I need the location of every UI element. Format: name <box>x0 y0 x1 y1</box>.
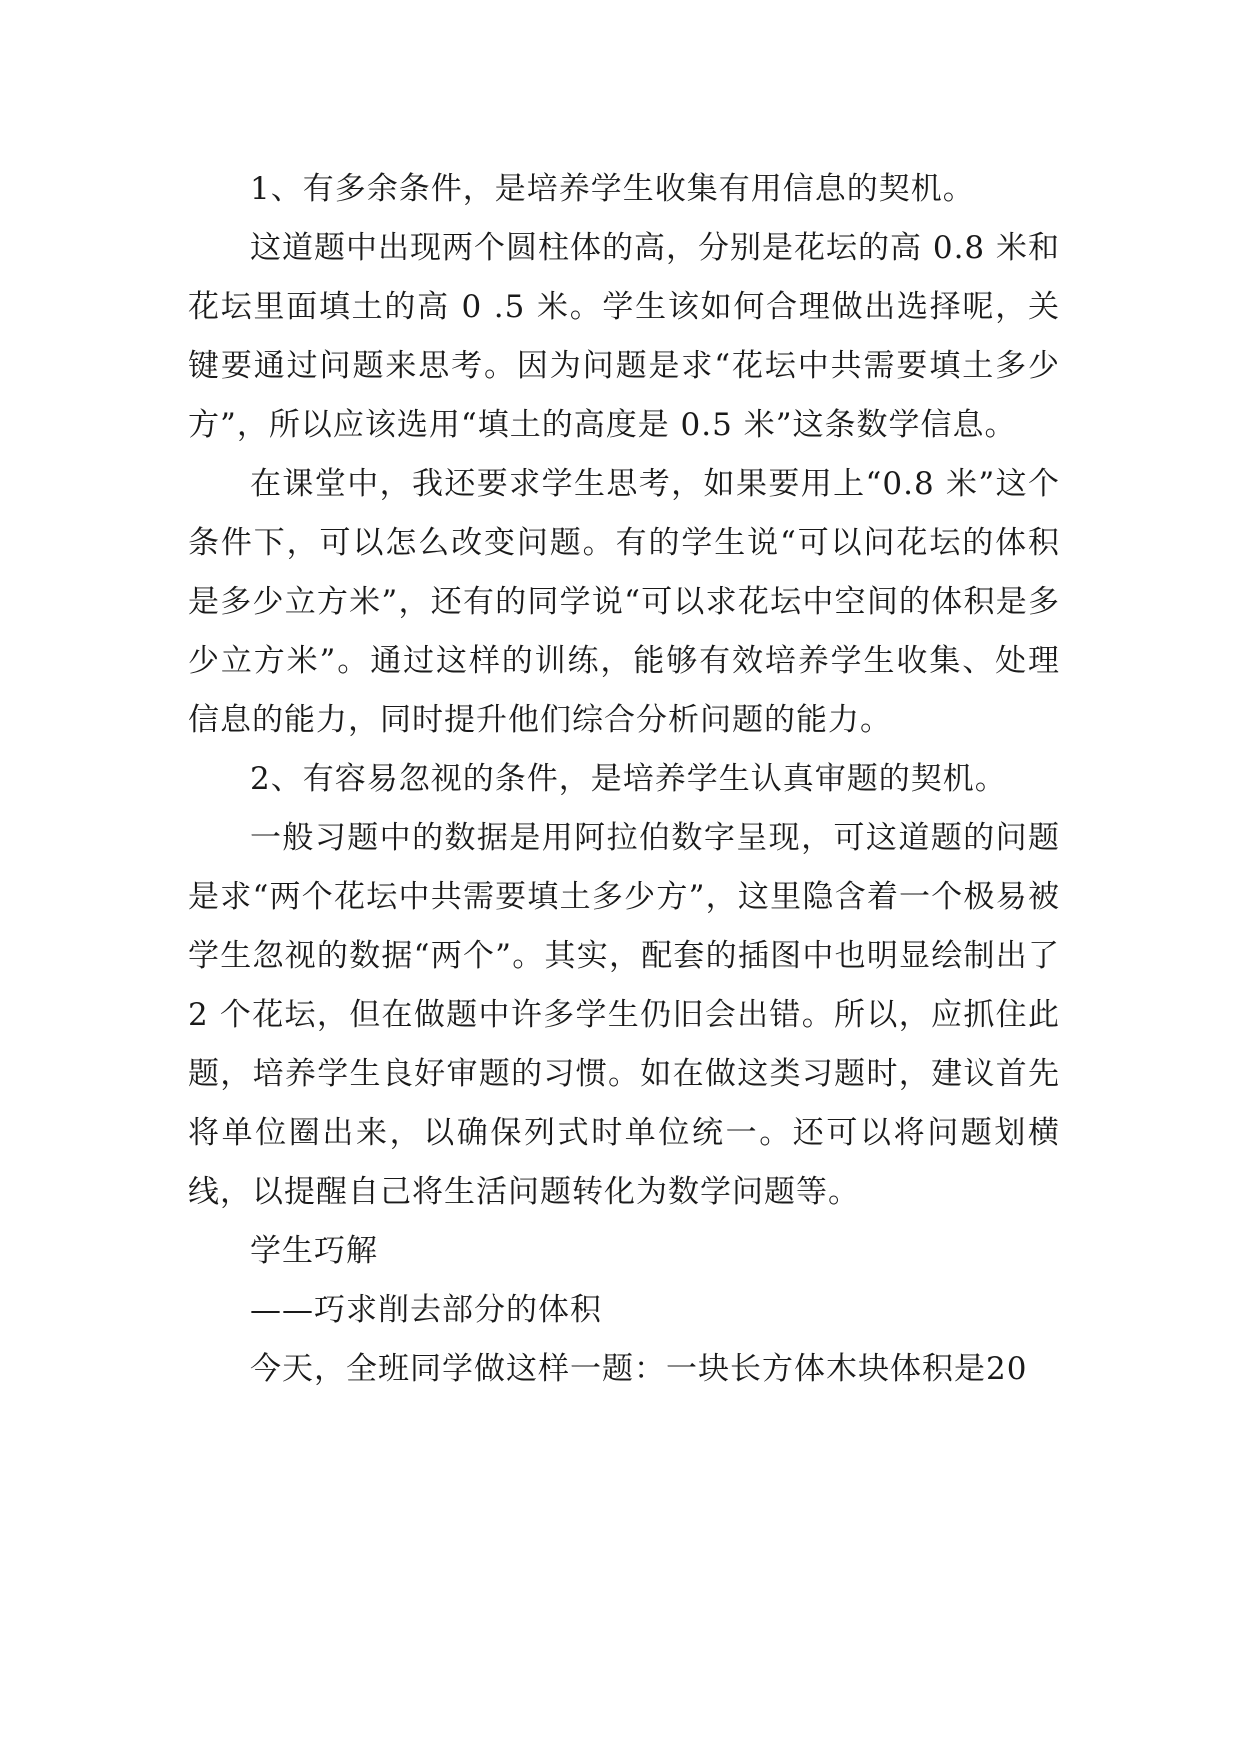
paragraph-review-habit: 一般习题中的数据是用阿拉伯数字呈现，可这道题的问题是求“两个花坛中共需要填土多少方”，这里隐含着一个极易被学生忽视的数据“两个”。其实，配套的插图中也明显绘制出了 2 个花坛，但在做题中许多学生仍旧会出错。所以，应抓住此题，培养学生良好审题的习惯。如在做这类习题时，建议首先将单位圈出来，以确保列式时单位统一。还可以将问题划横线，以提醒自己将生活问题转化为数学问题等。 <box>188 820 1060 1210</box>
paragraph-condition-2: 2、有容易忽视的条件，是培养学生认真审题的契机。 <box>250 761 1007 797</box>
paragraph-condition-1: 1、有多余条件，是培养学生收集有用信息的契机。 <box>250 171 975 207</box>
document-page <box>188 160 1060 1399</box>
paragraph-wood-block: 今天，全班同学做这样一题：一块长方体木块体积是20 <box>250 1351 1028 1387</box>
section-heading: 学生巧解 <box>250 1233 378 1269</box>
section-subheading: ——巧求削去部分的体积 <box>250 1292 602 1328</box>
paragraph-cylinder-heights: 这道题中出现两个圆柱体的高，分别是花坛的高 0.8 米和花坛里面填土的高 0 .5 米。学生该如何合理做出选择呢，关键要通过问题来思考。因为问题是求“花坛中共需要填土多少方”，所以应该选用“填土的高度是 0.5 米”这条数学信息。 <box>188 230 1061 443</box>
paragraph-classroom-question: 在课堂中，我还要求学生思考，如果要用上“0.8 米”这个条件下，可以怎么改变问题。有的学生说“可以问花坛的体积是多少立方米”，还有的同学说“可以求花坛中空间的体积是多少立方米”。通过这样的训练，能够有效培养学生收集、处理信息的能力，同时提升他们综合分析问题的能力。 <box>188 466 1060 738</box>
